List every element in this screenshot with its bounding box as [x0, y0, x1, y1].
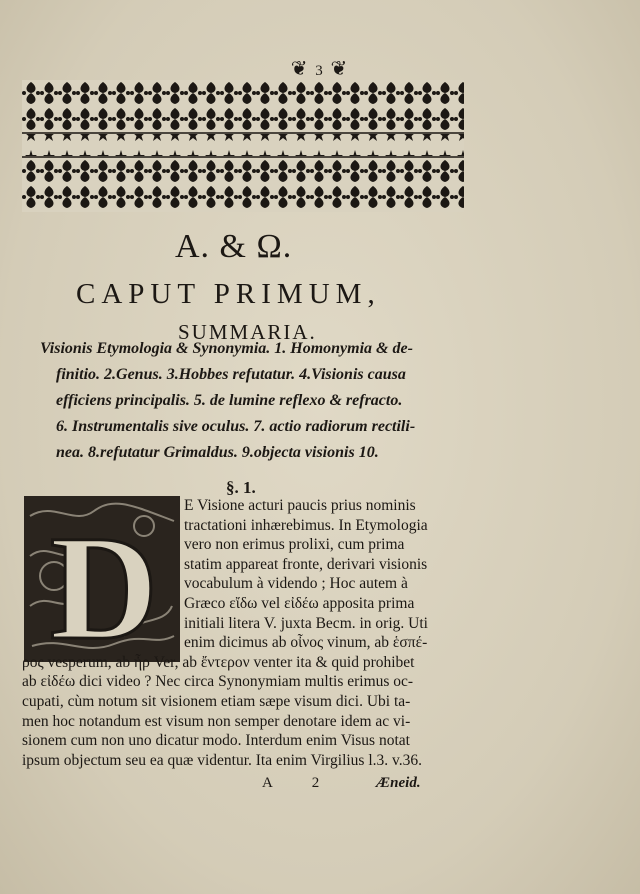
summary-heading: SUMMARIA. — [178, 320, 317, 344]
text-line: Græco εἴδω vel εἰδέω apposita prima — [184, 594, 415, 612]
page-number-line — [0, 56, 640, 81]
text-line: tractationi inhærebimus. In Etymologia — [184, 516, 428, 534]
signature-mark: A 2 — [262, 775, 338, 791]
summary-line: finitio. 2.Genus. 3.Hobbes refutatur. 4.Visionis causa — [56, 366, 406, 383]
alpha-omega-heading: A. & Ω. — [175, 228, 293, 265]
text-line: statim appareat fronte, derivari visionis — [184, 555, 428, 573]
text-line: initiali litera V. juxta Becm. in orig. Uti — [184, 614, 428, 632]
catchword: Æneid. — [376, 775, 421, 791]
summary-line: Visionis Etymologia & Synonymia. 1. Homonymia & de- — [40, 340, 413, 357]
page-number: 3 — [315, 63, 325, 79]
text-line: ρος vesperum, ab ἦρ Ver, ab ἔντερον venter ita & quid prohibet — [22, 653, 415, 671]
summary-line: efficiens principalis. 5. de lumine reflexo & refracto. — [56, 392, 403, 409]
chapter-title: CAPUT PRIMUM, — [76, 278, 381, 310]
summary-list — [40, 336, 460, 466]
text-line: vero non erimus prolixi, cum prima — [184, 536, 405, 554]
body-text — [22, 496, 467, 770]
text-line: vocabulum à videndo ; Hoc autem à — [184, 575, 408, 593]
text-line: enim dicimus ab οἶνος vinum, ab ἑσπέ- — [184, 634, 428, 652]
ornamental-headpiece — [22, 80, 464, 212]
text-line: men hoc notandum est visum non semper denotare idem ac vi- — [22, 712, 411, 730]
section-mark: §. 1. — [226, 478, 256, 497]
summary-line: 6. Instrumentalis sive oculus. 7. actio radiorum rectili- — [56, 418, 416, 435]
fleuron-right-icon: ❦ — [330, 58, 350, 80]
summary-line: nea. 8.refutatur Grimaldus. 9.objecta visionis 10. — [56, 444, 379, 461]
text-line: E Visione acturi paucis prius nominis — [184, 497, 416, 514]
text-line: ab εἰδέω dici video ? Nec circa Synonymiam multis erimus oc- — [22, 673, 414, 691]
text-line: sionem cum non uno dicatur modo. Interdum enim Visus notat — [22, 732, 410, 750]
text-line: cupati, cùm notum sit visionem etiam sæpe visum dici. Ubi ta- — [22, 692, 411, 710]
initial-letter-glyph: D — [49, 505, 159, 662]
fleuron-left-icon: ❦ — [290, 58, 310, 80]
text-line: ipsum objectum seu ea quæ videntur. Ita enim Virgilius l.3. v.36. — [22, 751, 423, 769]
